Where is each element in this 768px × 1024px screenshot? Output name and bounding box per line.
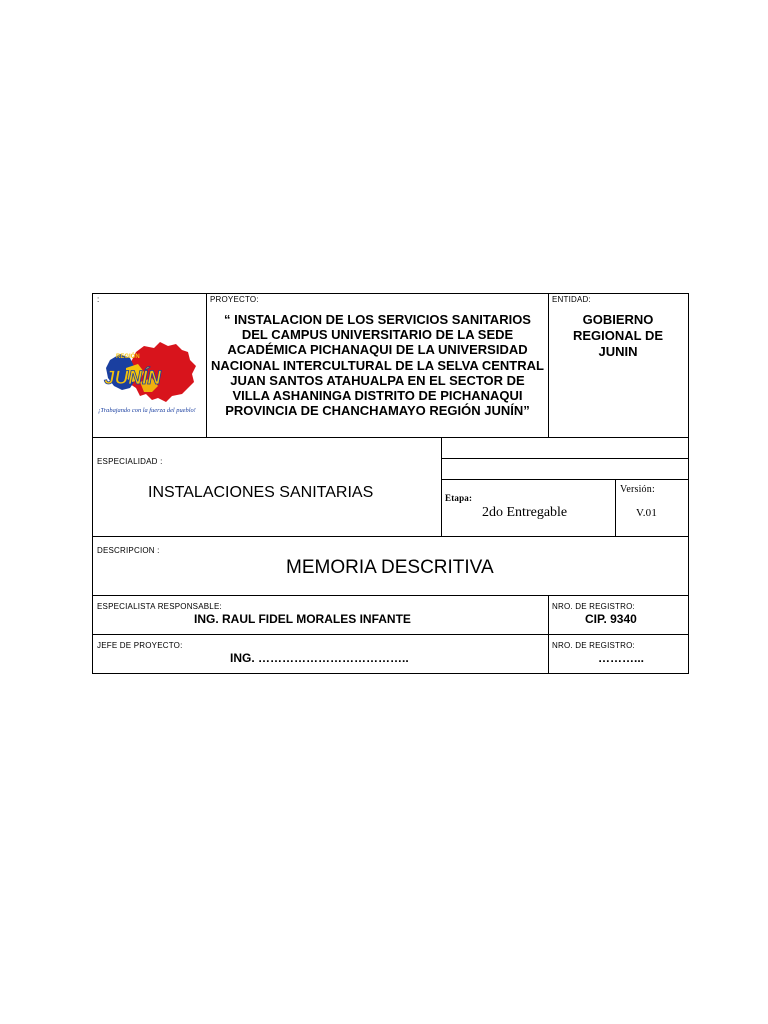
descripcion-value: MEMORIA DESCRITIVA xyxy=(286,557,494,578)
proyecto-text: “ INSTALACION DE LOS SERVICIOS SANITARIOS DEL CAMPUS UNIVERSITARIO DE LA SEDE ACADÉMICA PICHANAQUI DE LA UNIVERSIDAD NACIONAL INTERCULTURAL DE LA SELVA CENTRAL JUAN SANTOS ATAHUALPA EN EL SECTOR DE VILLA ASHANINGA DISTRITO DE PICHANAQUI PROVINCIA DE CHANCHAMAYO REGIÓN JUNÍN” xyxy=(211,312,544,419)
especialidad-value: INSTALACIONES SANITARIAS xyxy=(148,484,374,501)
entidad-text: GOBIERNO REGIONAL DE JUNIN xyxy=(572,312,664,359)
divider xyxy=(615,479,616,536)
etapa-value: 2do Entregable xyxy=(482,505,568,520)
jefe-value: ING. ……………………………….. xyxy=(230,651,409,665)
especialista-registro-value: CIP. 9340 xyxy=(585,612,637,626)
logo-word-top: REGIÓN xyxy=(116,354,140,360)
divider xyxy=(441,479,689,480)
region-junin-logo xyxy=(96,338,200,420)
especialista-label: ESPECIALISTA RESPONSABLE: xyxy=(97,602,222,611)
etapa-label: Etapa: xyxy=(445,493,473,503)
divider xyxy=(548,595,549,674)
jefe-label: JEFE DE PROYECTO: xyxy=(97,641,183,650)
divider xyxy=(92,437,689,438)
jefe-registro-value: ………... xyxy=(598,651,645,665)
logo-word-main: JUNÍN xyxy=(104,368,162,389)
especialista-value: ING. RAUL FIDEL MORALES INFANTE xyxy=(194,612,411,626)
divider xyxy=(548,293,549,437)
especialidad-label: ESPECIALIDAD : xyxy=(97,457,163,466)
divider xyxy=(92,595,689,596)
entidad-label: ENTIDAD: xyxy=(552,295,591,304)
divider xyxy=(92,634,689,635)
divider xyxy=(92,536,689,537)
logo-cell-label: : xyxy=(97,295,100,304)
descripcion-label: DESCRIPCION : xyxy=(97,546,160,555)
proyecto-label: PROYECTO: xyxy=(210,295,259,304)
divider xyxy=(441,437,442,536)
version-value: V.01 xyxy=(636,507,658,519)
divider xyxy=(441,458,689,459)
especialista-registro-label: NRO. DE REGISTRO: xyxy=(552,602,635,611)
version-label: Versión: xyxy=(620,484,655,495)
logo-slogan: ¡Trabajando con la fuerza del pueblo! xyxy=(98,407,196,414)
jefe-registro-label: NRO. DE REGISTRO: xyxy=(552,641,635,650)
divider xyxy=(206,293,207,437)
